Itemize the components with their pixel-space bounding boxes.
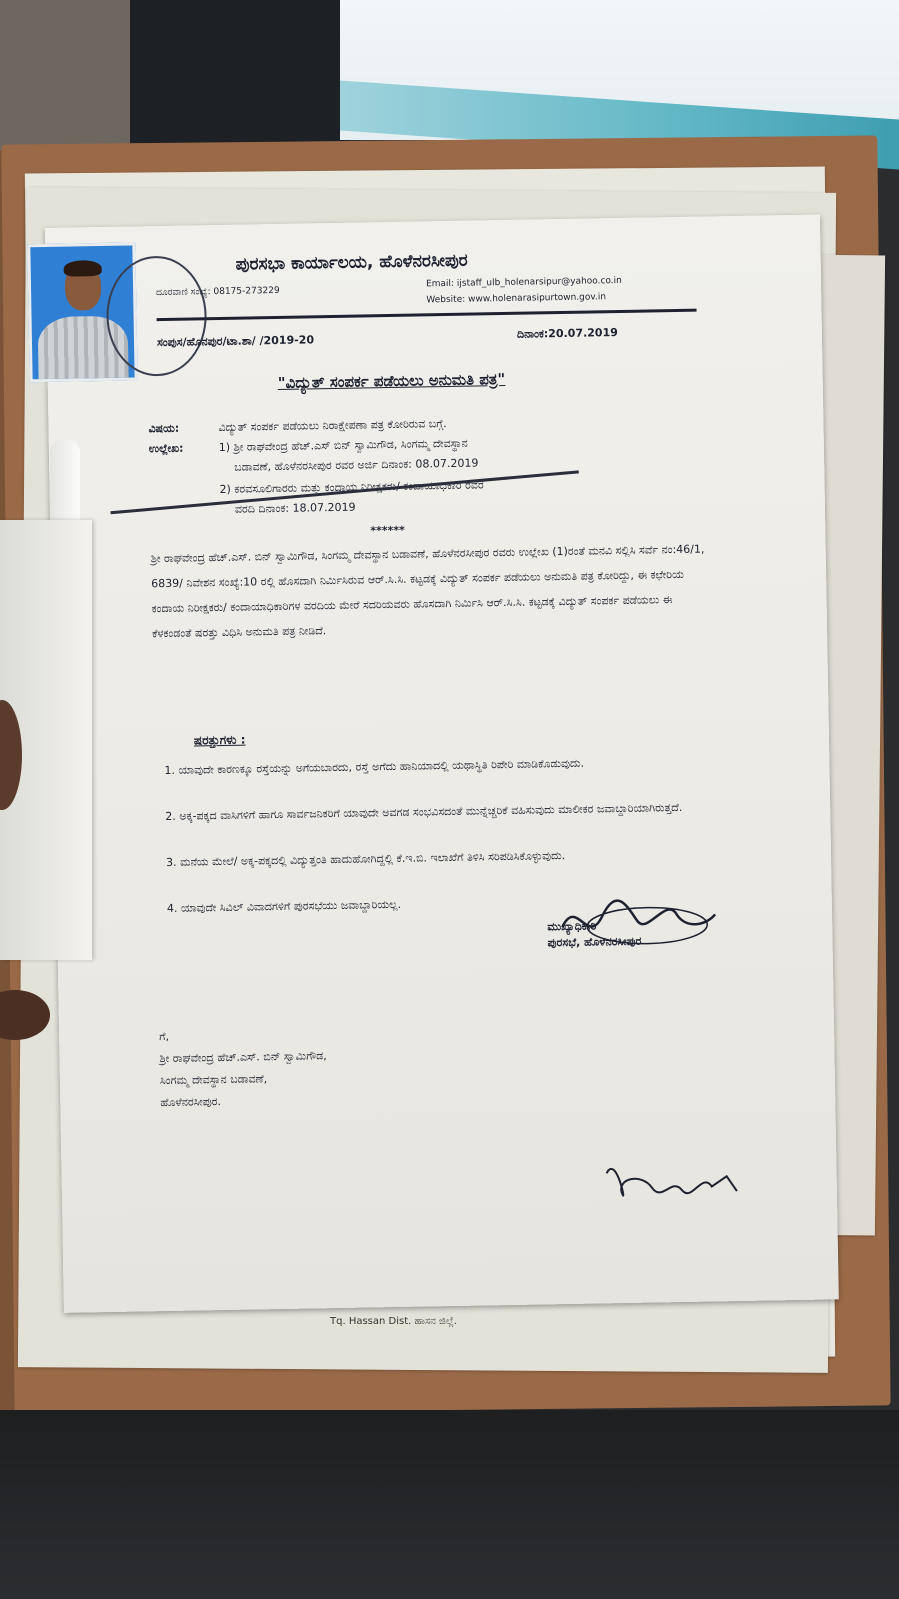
- condition-item: 2. ಅಕ್ಕ-ಪಕ್ಕದ ವಾಸಿಗಳಿಗೆ ಹಾಗೂ ಸಾರ್ವಜನಿಕರಿಗೆ ಯಾವುದೇ ಅವಗಡ ಸಂಭವಿಸದಂತೆ ಮುನ್ನೆಚ್ಚರಿಕೆ ವಹಿಸುವುದು ಮಾಲೀಕರ ಜವಾಬ್ದಾರಿಯಾಗಿರುತ್ತದೆ.: [165, 800, 683, 823]
- underlying-footer-text: Tq. Hassan Dist. ಹಾಸನ ಜಿಲ್ಲೆ.: [330, 1316, 457, 1327]
- conditions-heading: ಷರತ್ತುಗಳು :: [193, 732, 246, 748]
- letter-heading: "ವಿದ್ಯುತ್ ಸಂಪರ್ಕ ಪಡೆಯಲು ಅನುಮತಿ ಪತ್ರ": [277, 369, 506, 392]
- email-address: Email: ijstaff_ulb_holenarsipur@yahoo.co.in: [425, 275, 622, 290]
- condition-item: 3. ಮನೆಯ ಮೇಲೆ/ ಅಕ್ಕ-ಪಕ್ಕದಲ್ಲಿ ವಿದ್ಯುತ್ತಂತಿ ಹಾದುಹೋಗಿದ್ದಲ್ಲಿ ಕೆ.ಇ.ಬಿ. ಇಲಾಖೆಗೆ ತಿಳಿಸಿ ಸರಿಪಡಿಸಿಕೊಳ್ಳುವುದು.: [165, 849, 566, 869]
- paper-clip: [50, 440, 80, 530]
- addressee-block: [159, 1023, 328, 1114]
- reference-item: ಬಡಾವಣೆ, ಹೊಳೆನರಸೀಪುರ ರವರ ಅರ್ಜಿ ದಿನಾಂಕ: 08.07.2019: [234, 456, 479, 474]
- condition-item: 4. ಯಾವುದೇ ಸಿವಿಲ್ ವಿವಾದಗಳಿಗೆ ಪುರಸಭೆಯು ಜವಾಬ್ದಾರಿಯಲ್ಲ.: [166, 897, 402, 915]
- header-rule: [157, 309, 697, 321]
- condition-item: 1. ಯಾವುದೇ ಕಾರಣಕ್ಕೂ ರಸ್ತೆಯನ್ನು ಅಗೆಯಬಾರದು, ರಸ್ತೆ ಅಗೆದು ಹಾನಿಯಾದಲ್ಲಿ ಯಥಾಸ್ಥಿತಿ ರಿಪೇರಿ ಮಾಡಿಕೊಡುವುದು.: [164, 756, 585, 777]
- reference-label: ಉಲ್ಲೇಖ:: [148, 441, 184, 456]
- letter-body: ಶ್ರೀ ರಾಘವೇಂದ್ರ ಹೆಚ್.ಎಸ್. ಬಿನ್ ಸ್ವಾಮಿಗೌಡ, ಸಿಂಗಮ್ಮ ದೇವಸ್ಥಾನ ಬಡಾವಣೆ, ಹೊಳೆನರಸೀಪುರ ರವರು ಉಲ್ಲೇಖ (1)ರಂತೆ ಮನವಿ ಸಲ್ಲಿಸಿ ಸರ್ವೆ ನಂ:46/1, 6839/ ನಿವೇಶನ ಸಂಖ್ಯೆ:10 ರಲ್ಲಿ ಹೊಸದಾಗಿ ನಿರ್ಮಿಸಿರುವ ಆರ್.ಸಿ.ಸಿ. ಕಟ್ಟಡಕ್ಕೆ ವಿದ್ಯುತ್ ಸಂಪರ್ಕ ಪಡೆಯಲು ಅನುಮತಿ ಪತ್ರ ಕೋರಿದ್ದು, ಈ ಕಛೇರಿಯ ಕಂದಾಯ ನಿರೀಕ್ಷಕರು/ ಕಂದಾಯಾಧಿಕಾರಿಗಳ ವರದಿಯ ಮೇರೆ ಸದರಿಯವರು ಹೊಸದಾಗಿ ನಿರ್ಮಿಸಿ ಆರ್.ಸಿ.ಸಿ. ಕಟ್ಟಡಕ್ಕೆ ವಿದ್ಯುತ್ ಸಂಪರ್ಕ ಪಡೆಯಲು ಈ ಕೆಳಕಂಡಂತೆ ಷರತ್ತು ವಿಧಿಸಿ ಅನುಮತಿ ಪತ್ರ ನೀಡಿದೆ.: [150, 542, 705, 641]
- phone-number: ದೂರವಾಣಿ ಸಂಖ್ಯೆ: 08175-273229: [156, 285, 280, 299]
- office-title: ಪುರಸಭಾ ಕಾರ್ಯಾಲಯ, ಹೊಳೆನರಸೀಪುರ: [235, 250, 468, 275]
- reference-item: ವರದಿ ದಿನಾಂಕ: 18.07.2019: [234, 500, 356, 516]
- monitor-bezel: [130, 0, 350, 160]
- permission-letter: [45, 214, 839, 1312]
- addressee-line: ಸಿಂಗಮ್ಮ ದೇವಸ್ಥಾನ ಬಡಾವಣೆ,: [159, 1072, 268, 1088]
- subject-label: ವಿಷಯ:: [148, 421, 180, 436]
- addressee-line: ಹೊಳೆನರಸೀಪುರ.: [160, 1095, 222, 1110]
- desk-surface: [0, 0, 140, 160]
- separator: ******: [370, 523, 405, 538]
- subject-text: ವಿದ್ಯುತ್ ಸಂಪರ್ಕ ಪಡೆಯಲು ನಿರಾಕ್ಷೇಪಣಾ ಪತ್ರ ಕೋರಿರುವ ಬಗ್ಗೆ.: [218, 417, 447, 435]
- website: Website: www.holenarasipurtown.gov.in: [426, 292, 607, 306]
- reference-item: 1) ಶ್ರೀ ರಾಘವೇಂದ್ರ ಹೆಚ್.ಎಸ್ ಬಿನ್ ಸ್ವಾಮಿಗೌಡ, ಸಿಂಗಮ್ಮ ದೇವಸ್ಥಾನ: [218, 436, 468, 454]
- recipient-signature: [601, 1151, 742, 1213]
- letter-date: ದಿನಾಂಕ:20.07.2019: [516, 326, 618, 341]
- addressee-line: ಶ್ರೀ ರಾಘವೇಂದ್ರ ಹೆಚ್.ಎಸ್. ಬಿನ್ ಸ್ವಾಮಿಗೌಡ,: [159, 1049, 327, 1066]
- signatory-block: [547, 918, 641, 952]
- addressee-to: ಗೆ,: [159, 1029, 170, 1044]
- office-seal: [106, 255, 208, 377]
- signatory-office: ಪುರಸಭೆ, ಹೊಳೆನರಸೀಪುರ: [547, 934, 642, 950]
- signatory-title: ಮುಖ್ಯಾಧಿಕಾರಿ: [547, 919, 597, 934]
- reference-number: ಸಂಪುಸ/ಹೊನಪುರ/ಟಾ.ಶಾ/ /2019-20: [156, 333, 315, 350]
- photo-hair: [64, 260, 102, 277]
- reference-item: 2) ಕರವಸೂಲಿಗಾರರು ಮತ್ತು ಕಂದಾಯ ನಿರೀಕ್ಷಕರು/ ಕಂದಾಯಾಧಿಕಾರಿ ರವರ: [219, 478, 484, 496]
- desk-bottom: [0, 1410, 899, 1599]
